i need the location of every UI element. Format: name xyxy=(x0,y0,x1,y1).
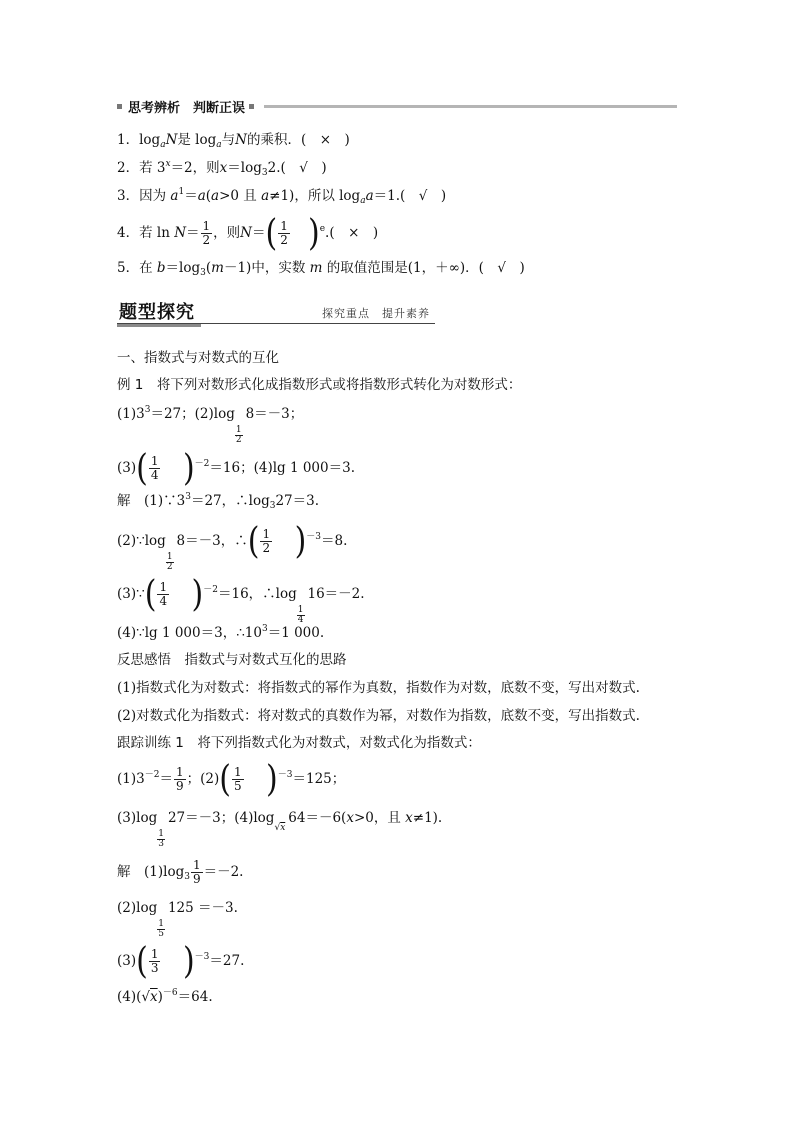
practice-1-prompt: 跟踪训练 1 将下列指数式化为对数式，对数式化为指数式： xyxy=(117,735,481,751)
solution-1-line-2: (2)∵log $\frac{1}{2}$ 8＝－3，∴( $\frac{1}{2}$ )$^{-3}$＝8. xyxy=(117,519,348,572)
judgement-item-5: 5．在 $b=\log_3(m-1)$中，实数 m 的取值范围是(1，＋∞)．( √ ) xyxy=(117,260,525,278)
section-title: 题型探究 xyxy=(119,302,195,323)
header-rule xyxy=(264,105,677,108)
reflection-paragraph-2: (2)对数式化为指数式：将对数式的真数作为幂，对数作为指数，底数不变，写出指数式. xyxy=(117,708,640,724)
solution-1-line-4: (4)∵lg 1 000＝3，$\therefore 10^3=1$ 000. xyxy=(117,624,325,641)
fraction: $\frac{1}{2}$ xyxy=(202,219,211,247)
topic-heading: 一、指数式与对数式的互化 xyxy=(117,350,279,366)
section-underline xyxy=(117,324,201,327)
solution-1-line-1: 解 $(1)\because 3^3=27$，$\therefore\log_327=3$. xyxy=(117,492,320,511)
solution-2-line-4: $(4)(√x)^{-6}=64$. xyxy=(117,988,213,1005)
section-title-block xyxy=(117,298,435,328)
judgement-item-3: 3．因为 $a^1=a(a>0$ 且 a≠1)，所以 $\log_aa=1$.( √ ) xyxy=(117,187,447,206)
solution-1-line-3: (3)∵( $\frac{1}{4}$ )$^{-2}$＝16，∴log $\frac{1}{4}$ 16＝－2. xyxy=(117,572,365,625)
fraction: $\frac{1}{2}$ xyxy=(280,219,288,247)
solution-2-line-3: (3)( $\frac{1}{3}$ )$^{-3}$＝27. xyxy=(117,939,245,982)
judgement-item-2: 2．若 $3^x=2$，则$x=\log_32$.( √ ) xyxy=(117,159,327,178)
practice-1-q1: $(1)3^{-2}=$ $\frac{1}{9}$ ；(2)( $\frac{1}{5}$ )$^{-3}$＝125； xyxy=(117,757,346,800)
practice-1-q3: (3)log $\frac{1}{3}$ 27＝－3；(4)log √x 64＝－6(x>0，且 x≠1). xyxy=(117,810,443,849)
reflection-title: 反思感悟 指数式与对数式互化的思路 xyxy=(117,652,347,668)
example-1-prompt: 例 1 将下列对数形式化成指数形式或将指数形式转化为对数形式： xyxy=(117,377,522,393)
section-tagline: 探究重点 提升素养 xyxy=(322,307,430,320)
judgement-item-1: 1．$\log_aN$是 $\log_a$与N的乘积．( × ) xyxy=(117,132,350,150)
judgement-item-4: 4．若 ln N＝ $\frac{1}{2}$ ，则N＝( $\frac{1}{2}$ )$^e$.( × ) xyxy=(117,211,379,254)
example-1-q3: (3)( $\frac{1}{4}$ )$^{-2}$＝16；(4)lg 1 000＝3. xyxy=(117,446,355,489)
section-header-title: 思考辨析 判断正误 xyxy=(128,101,246,116)
bullet-square-icon xyxy=(249,104,254,109)
section-header-bar xyxy=(117,96,677,116)
example-1-q1: $(1)3^3=27$；(2)log $\frac{1}{2}$ 8＝－3； xyxy=(117,405,304,445)
solution-2-line-1: 解 $(1)\log_3$ $\frac{1}{9}$ ＝－2. xyxy=(117,858,244,886)
bullet-square-icon xyxy=(117,104,122,109)
solution-2-line-2: (2)log $\frac{1}{5}$ 125 ＝－3. xyxy=(117,900,238,939)
reflection-paragraph-1: (1)指数式化为对数式：将指数式的幂作为真数，指数作为对数，底数不变，写出对数式. xyxy=(117,680,640,696)
